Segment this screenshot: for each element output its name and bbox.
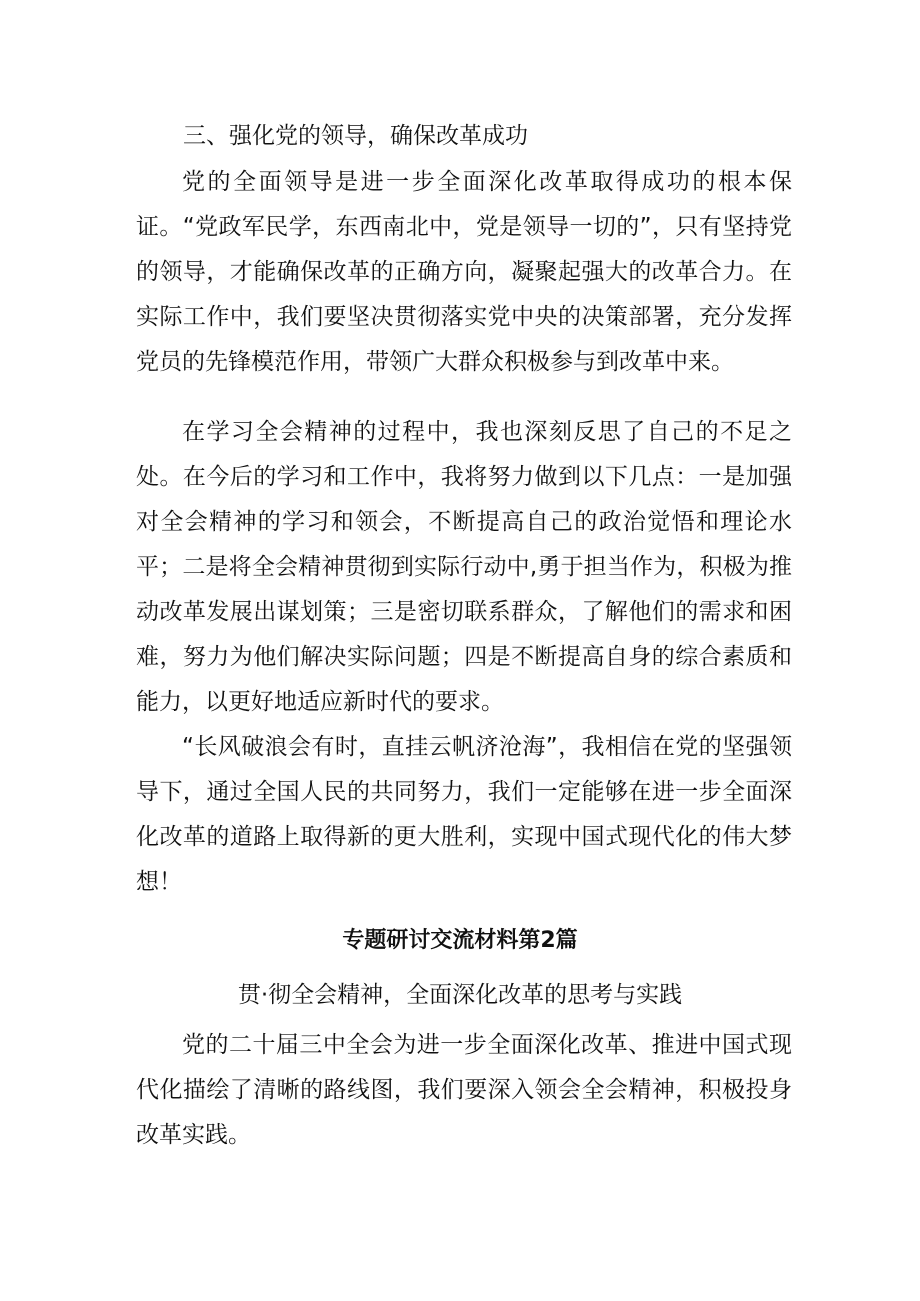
paragraph-plenary-intro: 党的二十届三中全会为进一步全面深化改革、推进中国式现代化描绘了清晰的路线图，我们要深入领会全会精神，积极投身改革实践。 bbox=[136, 1032, 792, 1148]
paragraph-party-leadership: 党的全面领导是进一步全面深化改革取得成功的根本保证。“党政军民学，东西南北中，党是领导一切的”，只有坚持党的领导，才能确保改革的正确方向，凝聚起强大的改革合力。在实际工作中，我们要坚决贯彻落实党中央的决策部署，充分发挥党员的先锋模范作用，带领广大群众积极参与到改革中来。 bbox=[136, 169, 792, 375]
section-subtitle: 贯·彻全会精神，全面深化改革的思考与实践 bbox=[237, 982, 683, 1008]
section-three-heading: 三、强化党的领导，确保改革成功 bbox=[183, 123, 528, 149]
paragraph-conclusion: “长风破浪会有时，直挂云帆济沧海”，我相信在党的坚强领导下，通过全国人民的共同努力，我们一定能够在进一步全面深化改革的道路上取得新的更大胜利，实现中国式现代化的伟大梦想！ bbox=[136, 734, 792, 895]
paragraph-self-reflection: 在学习全会精神的过程中，我也深刻反思了自己的不足之处。在今后的学习和工作中，我将努力做到以下几点：一是加强对全会精神的学习和领会，不断提高自己的政治觉悟和理论水平；二是将全会精神贯彻到实际行动中,勇于担当作为，积极为推动改革发展出谋划策；三是密切联系群众，了解他们的需求和困难，努力为他们解决实际问题；四是不断提高自身的综合素质和能力，以更好地适应新时代的要求。 bbox=[136, 419, 792, 715]
section-title: 专题研讨交流材料第2篇 bbox=[342, 928, 578, 953]
